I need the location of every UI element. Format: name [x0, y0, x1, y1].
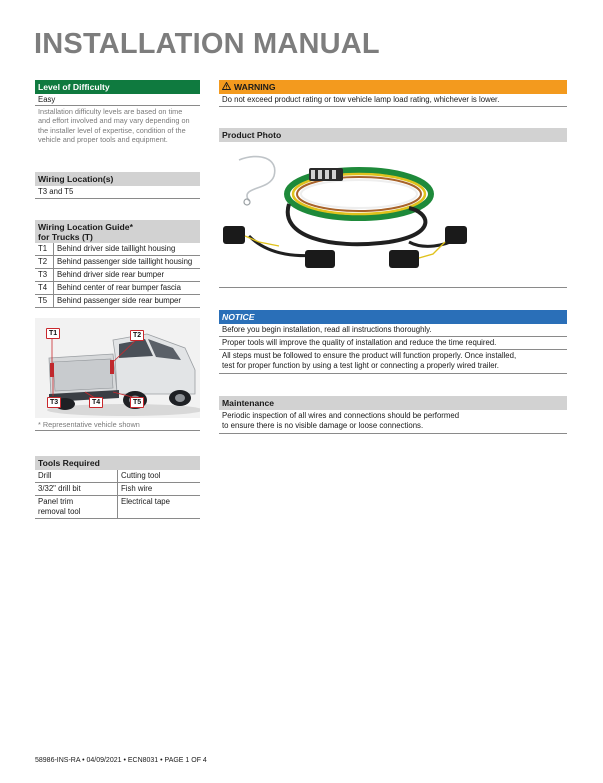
table-row	[35, 470, 200, 483]
location-desc: Behind center of rear bumper fascia	[54, 282, 201, 295]
table-row	[35, 256, 200, 269]
difficulty-section	[35, 80, 200, 144]
vehicle-label-t5: T5	[130, 397, 144, 408]
tools-section	[35, 456, 200, 519]
difficulty-desc-line: vehicle and proper tools and equipment.	[38, 134, 168, 144]
vehicle-label-t2: T2	[130, 330, 144, 341]
maintenance-line: Periodic inspection of all wires and connections should be performed	[222, 411, 460, 420]
difficulty-desc-line: Installation difficulty levels are based on time	[38, 107, 183, 116]
difficulty-level: Easy	[35, 94, 200, 106]
location-guide-table	[35, 243, 200, 308]
location-guide-header-line2: for Trucks (T)	[38, 232, 93, 242]
product-photo-rule	[219, 287, 567, 288]
tool-item: Cutting tool	[118, 470, 201, 483]
table-row	[35, 295, 200, 308]
location-guide-header-line1: Wiring Location Guide*	[38, 222, 133, 232]
difficulty-description	[35, 106, 200, 144]
location-desc: Behind passenger side taillight housing	[54, 256, 201, 269]
table-row	[35, 496, 200, 519]
product-photo-header: Product Photo	[219, 128, 567, 142]
vehicle-illustration	[35, 318, 200, 418]
warning-section	[219, 80, 567, 107]
product-photo	[219, 146, 567, 286]
maintenance-section	[219, 396, 567, 434]
maintenance-header: Maintenance	[219, 396, 567, 410]
maintenance-text	[219, 410, 567, 434]
tools-table	[35, 470, 200, 519]
warning-header	[219, 80, 567, 94]
difficulty-header: Level of Difficulty	[35, 80, 200, 94]
wiring-harness-icon	[219, 146, 567, 286]
notice-line: Before you begin installation, read all instructions thoroughly.	[219, 324, 567, 337]
tool-item: Electrical tape	[118, 496, 201, 519]
location-desc: Behind driver side rear bumper	[54, 269, 201, 282]
wiring-location-value: T3 and T5	[35, 186, 200, 199]
vehicle-label-t4: T4	[89, 397, 103, 408]
tool-item: 3/32" drill bit	[35, 483, 118, 496]
tool-item: Drill	[35, 470, 118, 483]
table-row	[35, 269, 200, 282]
difficulty-desc-line: and effort involved and may vary depending on	[38, 116, 190, 126]
warning-title: WARNING	[234, 82, 276, 92]
representative-note: * Representative vehicle shown	[38, 420, 140, 429]
location-code: T5	[35, 295, 54, 308]
table-row	[35, 282, 200, 295]
notice-section	[219, 310, 567, 374]
vehicle-label-t3: T3	[47, 397, 61, 408]
warning-text: Do not exceed product rating or tow vehicle lamp load rating, whichever is lower.	[219, 94, 567, 107]
location-code: T3	[35, 269, 54, 282]
tool-item: Panel trim removal tool	[35, 496, 118, 519]
table-row	[35, 483, 200, 496]
product-photo-section	[219, 128, 567, 142]
tools-header: Tools Required	[35, 456, 200, 470]
wiring-location-header: Wiring Location(s)	[35, 172, 200, 186]
location-code: T2	[35, 256, 54, 269]
page-title: INSTALLATION MANUAL	[34, 28, 380, 60]
notice-paragraph	[219, 350, 567, 374]
table-row	[35, 243, 200, 256]
location-desc: Behind passenger side rear bumper	[54, 295, 201, 308]
location-guide-header	[35, 220, 200, 243]
location-code: T1	[35, 243, 54, 256]
notice-line: Proper tools will improve the quality of installation and reduce the time required.	[219, 337, 567, 350]
notice-paragraph-line: test for proper function by using a test light or connecting a properly wired trailer.	[222, 361, 499, 370]
location-desc: Behind driver side taillight housing	[54, 243, 201, 256]
difficulty-desc-line: the installer level of expertise, condition of the	[38, 125, 186, 135]
warning-triangle-icon	[222, 80, 231, 94]
location-code: T4	[35, 282, 54, 295]
representative-note-row	[35, 420, 200, 431]
vehicle-label-t1: T1	[46, 328, 60, 339]
page-footer: 58986-INS-RA • 04/09/2021 • ECN8031 • PAGE 1 OF 4	[35, 757, 207, 764]
notice-paragraph-line: All steps must be followed to ensure the product will function properly. Once installed,	[222, 351, 517, 360]
tool-item: Fish wire	[118, 483, 201, 496]
location-guide-section	[35, 220, 200, 308]
maintenance-line: to ensure there is no visible damage or loose connections.	[222, 421, 424, 430]
notice-header: NOTICE	[219, 310, 567, 324]
wiring-location-section	[35, 172, 200, 199]
